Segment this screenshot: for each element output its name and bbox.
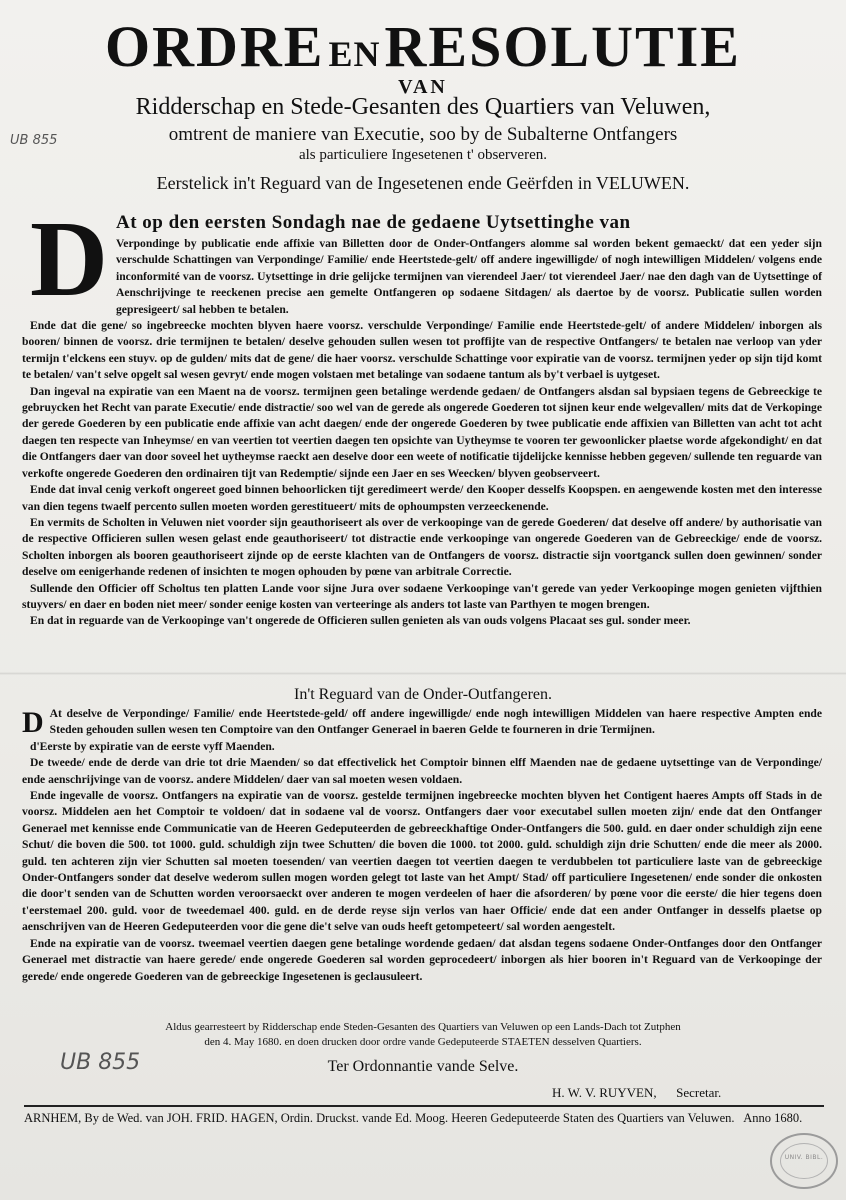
paragraph: De tweede/ ende de derde van drie tot drie Maenden/ so dat effectivelick het Comptoir binnen elff Maenden nae de gedaene uytsettinge van de Verpondinge/ ende aenschrijvinge van de voorsz. andere Middelen/ daer van sal moeten wesen voldaen. [22,756,822,786]
subtitle-line-3: als particuliere Ingesetenen t' observeren. [298,147,547,163]
paragraph: Ende ingevalle de voorsz. Ontfangers na expiratie van de voorsz. gestelde termijnen ingebreecke mochten blyven het Contigent haeres Ampts off Stads in de voorsz. Middelen aen het Comptoir te voldoen/ dat in sodaene val de voorsz. Ontfangers daer voor executabel sullen moeten zijn/ ende dat den Ontfanger Generael met kennisse ende Communicatie van de Heeren Gedeputeerden de gebreeckhaftige Onder-Ontfangers die 500. guld. en daer onder schuldigh zijn eene Schut/ die boven die 500. tot 1000. guld. schuldigh zijn twee Schutten/ die boven die 1000. tot 2000. guld. schuldigh zijn drie Schutten/ ende die meer als 2000. guld. ten achteren zijn vier Schutten sal moeten toesenden/ van veertien daegen tot veertien daegen te verdubbelen tot particuliere laste van de gebreeckige Onder-Ontfangers sonder dat deselve wederom sullen mogen worden gelegt tot laste van het Ampt/ Stad/ off particuliere Ingesetenen/ ende sonder die onkosten die door't senden van de Schutten worden veroorsaeckt over anderen te mogen verdeelen of haer die afsorderen/ by pœne voor die eerste/ die hier tegens doen t'eerstemael 200. guld. voor de tweedemael 400. guld. en de derde reyse sijn verlos van haer Officie/ ende dat een ander Ontfanger in desselfs plaetse op aenschrijven van de Heeren Gedeputeerden voor die gene die't selve van ouds heeft getompeteert/ sal worden aengestelt. [22,789,822,934]
paragraph: Ende dat die gene/ so ingebreecke mochten blyven haere voorsz. verschulde Verpondinge/ Familie ende Heertstede-gelt/ of andere Middelen/ inborgen als booren/ binnen de voorsz. drie termijnen te betalen/ deselve gehouden sullen wesen tot proffijte van de respective Ontfangers/ te betalen nae verloop van yder termijn t'elckens een stuyv. op de gulden/ mits dat de gene/ die haer voorsz. verschulde Schattinge voor expiratie van de voorsz. termijnen yeder op sijn tijd komt te betalen/ van't selve opgelt sal wesen gevryt/ ende mogen volstaen met betalinge van sodaene tantum als by't verbael is uytgeset. [22,319,822,382]
first-line: At op den eersten Sondagh nae de gedaene Uytsettinghe van [116,212,631,233]
paragraph: d'Eerste by expiratie van de eerste vyff Maenden. [30,739,275,753]
ordonnantie: Ter Ordonnantie vande Selve. [327,1058,519,1075]
paragraph: Ende dat inval cenig verkoft ongereet goed binnen behoorlicken tijt geredimeert werde/ den Kooper desselfs Koopspen. en aengewende kosten met den interesse van dien tegens twaelf percento sullen moeten worden gerestitueert/ mits de ophoumpsten verzeeckenende. [22,483,822,513]
signature-block [552,1085,721,1101]
paragraph: Ende na expiratie van de voorsz. tweemael veertien daegen gene betalinge wordende gedaen/ dat alsdan tegens sodaene Onder-Ontfanges door den Ontfanger Generael met distractie van haere gerede/ ende ongerede Goederen sal worden geprocedeert/ inborgen als hier booren in't Reguard van de Verkoopinge der gerede/ ende ongerede Goederen van de gebreeckige Ingesetenen is geclausuleert. [22,936,822,983]
paragraph: At deselve de Verpondinge/ Familie/ ende Heertstede-geld/ off andere ingewilligde/ ende nogh intewilligen Middelen van haere respective Ampten ende Steden gehouden sullen wesen ten Comptoire van den Ontfanger Generael in baeren Gelde te fourneren in drie Termijnen. [49,707,822,737]
signer-name: H. W. V. RUYVEN, [552,1085,657,1100]
paragraph: En dat in reguarde van de Verkoopinge van't ongerede de Officieren sullen genieten als van ouds volgens Placaat ses gul. sonder meer. [30,614,691,628]
closing-statement [60,1020,786,1050]
section-heading-onder-ontfangeren: In't Reguard van de Onder-Outfangeren. [293,686,552,703]
pencil-annotation-top: UB 855 [10,133,58,148]
title-resolutie: RESOLUTIE [384,14,741,79]
section-ingesetenen [22,200,822,630]
title-en: EN [328,34,381,74]
subtitle-line-1: Ridderschap en Stede-Gesanten des Quartiers van Veluwen, [135,94,711,120]
library-stamp-icon [770,1133,838,1189]
subtitle-line-2: omtrent de maniere van Executie, soo by de Subalterne Ontfangers [168,124,678,145]
document-title [10,14,836,79]
imprint-year: Anno 1680. [743,1111,803,1125]
stamp-text: UNIV. BIBL. [784,1154,824,1161]
paragraph: Sullende den Officier off Scholtus ten platten Lande voor sijne Jura over sodaene Verkoopinge van't gerede van yeder Verkoopinge mogen genieten vijfthien stuyvers/ en daer en boden niet meer/ sonder eenige kosten van verteeringe als anders tot laste van Parthyen te mogen brengen. [22,581,822,611]
closing-line-1: Aldus gearresteert by Ridderschap ende Steden-Gesanten des Quartiers van Veluwen op een Lands-Dach tot Zutphen [165,1021,681,1033]
dropcap-2: D [22,706,44,739]
paragraph: En vermits de Scholten in Veluwen niet voorder sijn geauthoriseert als over de verkoopinge van de gerede Goederen/ dat deselve off andere/ by authorisatie van de respective Officieren sullen wesen gelast ende geauthoriseert/ tot distractie ende verkoopinge van ongerede Goederen van de Gebreeckige/ ende de voorsz. Scholten inborgen als booren geauthoriseert zijnde op de eerste klachten van de Ontfangers de voorsz. distractie sijn voortganck sullen doen gewinnen/ sonder deselve om eenigerhande redenen of insichten te mogen ophouden by pœne van arbitrale Correctie. [22,515,822,579]
title-ordre: ORDRE [105,14,325,79]
section-onder-ontfangeren [22,706,822,985]
pencil-annotation-bottom: UB 855 [60,1050,141,1075]
imprint-divider [24,1105,824,1107]
signer-title: Secretar. [676,1085,722,1100]
closing-line-2: den 4. May 1680. en doen drucken door ordre vande Gedeputeerde STAETEN desselven Quartiers. [204,1036,642,1048]
printer-imprint [24,1111,824,1126]
paragraph: Dan ingeval na expiratie van een Maent na de voorsz. termijnen geen betalinge werdende gedaen/ de Ontfangers alsdan sal bypsiaen tegens de Gebreeckige te gebruycken het Recht van parate Executie/ ende distractie/ soo wel van de gerede als ongerede Goederen tot sijnen keur ende welgevallen/ mits dat de Verkopinge der gerede Goederen by een publicatie ende affixie van acht daegen/ ende der ongerede Goederen by twee publicatie ende affixien van Billetten van acht tot acht daegen ten respecte van Inheymse/ en van veertien tot veertien daegen ten opsichte van Uytheymse te vooren ter gewoonlicker plaetse worde afgekondight/ en dat die Ontfangers daer van door soveel het uytheymse raeckt aen deselve door een weete of notificatie tijdelijcke kennisse hebben gegeven/ sullende ten reguarde van verkofte ongerede Goederen den ordinairen tijt van Redemptie/ sijnde een Jaer en ses Weecken/ blyven geobserveert. [22,384,822,480]
imprint-text: ARNHEM, By de Wed. van JOH. FRID. HAGEN, Ordin. Druckst. vande Ed. Moog. Heeren Gedeputeerde Staten des Quartiers van Veluwen. [24,1111,735,1125]
dropcap-1: D [30,200,108,319]
paragraph: Verpondinge by publicatie ende affixie van Billetten door de Onder-Ontfangers alomme sal worden bekent gemaeckt/ dat een yeder sijn verschulde Schattingen van Verpondinge/ Familie/ ende Heertstede-gelt/ off andere ingewilligde/ of nogh intewilligen Middelen/ volgens ende inconformité van de voorsz. Uytsettinge in drie gelijcke termijnen van vierendeel Jaer/ tot vierendeel Jaer/ nae den dagh van de Uytsettinge of Aenschrijvinge te reeckenen precise aen gemelte Ontfangeren op sodaene Sitdagen/ als daertoe by de voorsz. Publicatie sullen worden gepresigeert/ sal hebben te betalen. [116,237,822,316]
paper-fold [0,672,846,675]
intro-heading: Eerstelick in't Reguard van de Ingesetenen ende Geërfden in VELUWEN. [156,173,690,193]
title-van: VAN [398,76,448,98]
